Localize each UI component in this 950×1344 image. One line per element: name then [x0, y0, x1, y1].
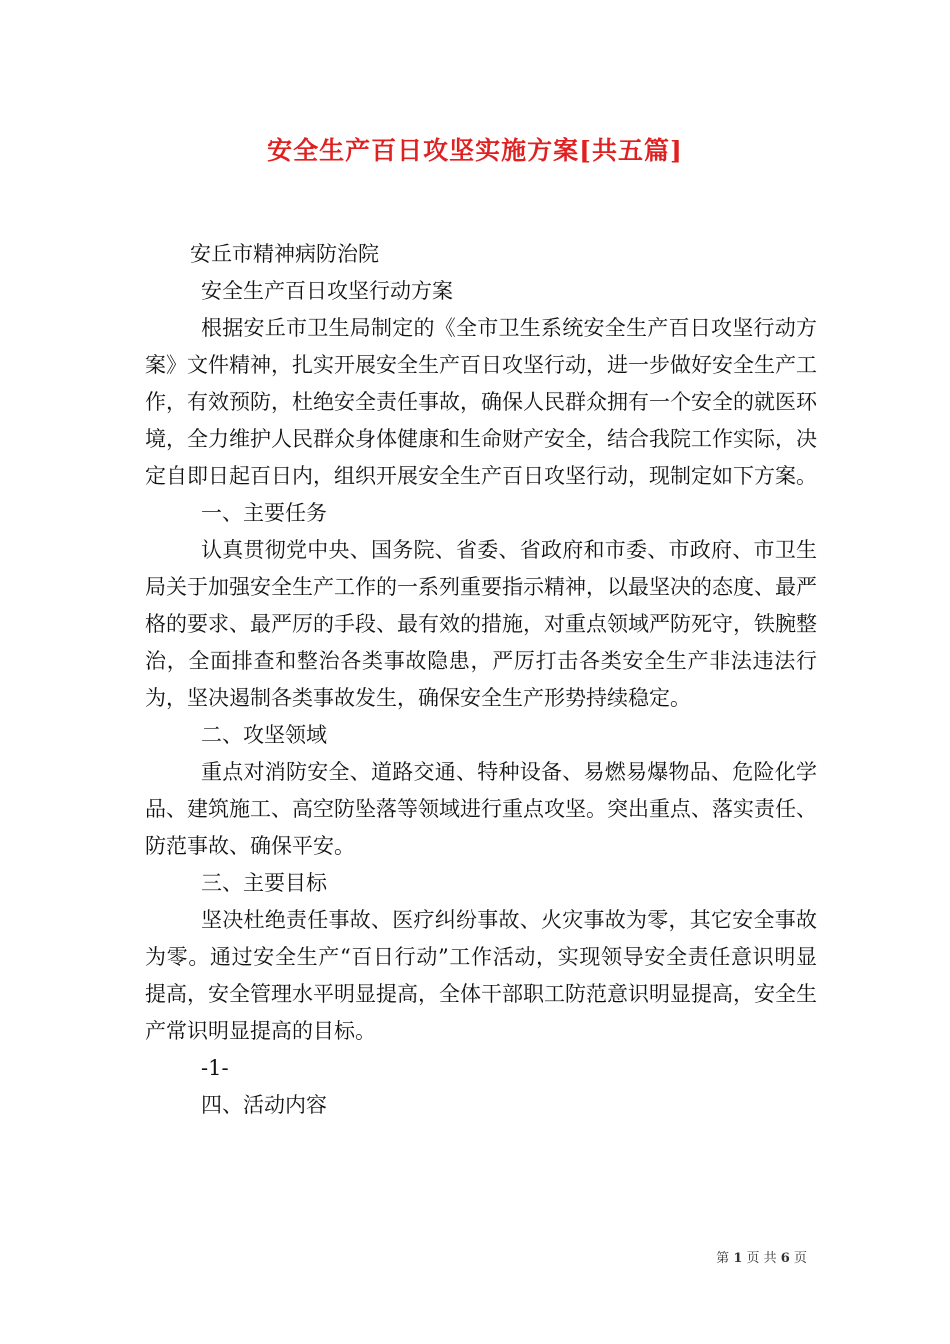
inline-page-marker: -1- [201, 1056, 229, 1080]
section-text-areas: 重点对消防安全、道路交通、特种设备、易燃易爆物品、危险化学品、建筑施工、高空防坠落等领域进行重点攻坚。突出重点、落实责任、防范事故、确保平安。 [145, 760, 817, 858]
organization-name: 安丘市精神病防治院 [190, 242, 379, 266]
footer-prefix: 第 [716, 1251, 730, 1266]
footer-total-pages: 6 [780, 1251, 790, 1266]
footer-current-page: 1 [733, 1251, 743, 1266]
document-body [145, 236, 817, 1124]
section-heading-areas: 二、攻坚领域 [201, 723, 327, 747]
page-footer [716, 1247, 807, 1266]
intro-paragraph: 根据安丘市卫生局制定的《全市卫生系统安全生产百日攻坚行动方案》文件精神，扎实开展安全生产百日攻坚行动，进一步做好安全生产工作，有效预防，杜绝安全责任事故，确保人民群众拥有一个安全的就医环境，全力维护人民群众身体健康和生命财产安全，结合我院工作实际，决定自即日起百日内，组织开展安全生产百日攻坚行动，现制定如下方案。 [145, 316, 817, 488]
section-text-goals: 坚决杜绝责任事故、医疗纠纷事故、火灾事故为零，其它安全事故为零。通过安全生产“百日行动”工作活动，实现领导安全责任意识明显提高，安全管理水平明显提高，全体干部职工防范意识明显提高，安全生产常识明显提高的目标。 [145, 908, 817, 1043]
footer-suffix: 页 [793, 1251, 807, 1266]
section-text-tasks: 认真贯彻党中央、国务院、省委、省政府和市委、市政府、市卫生局关于加强安全生产工作的一系列重要指示精神，以最坚决的态度、最严格的要求、最严厉的手段、最有效的措施，对重点领域严防死守，铁腕整治，全面排查和整治各类事故隐患，严厉打击各类安全生产非法违法行为，坚决遏制各类事故发生，确保安全生产形势持续稳定。 [145, 538, 817, 710]
section-heading-tasks: 一、主要任务 [201, 501, 327, 525]
section-heading-activities: 四、活动内容 [201, 1093, 327, 1117]
section-heading-goals: 三、主要目标 [201, 871, 327, 895]
footer-middle: 页 共 [746, 1251, 777, 1266]
document-subtitle: 安全生产百日攻坚行动方案 [201, 279, 453, 303]
document-title: 安全生产百日攻坚实施方案[共五篇] [267, 136, 683, 165]
